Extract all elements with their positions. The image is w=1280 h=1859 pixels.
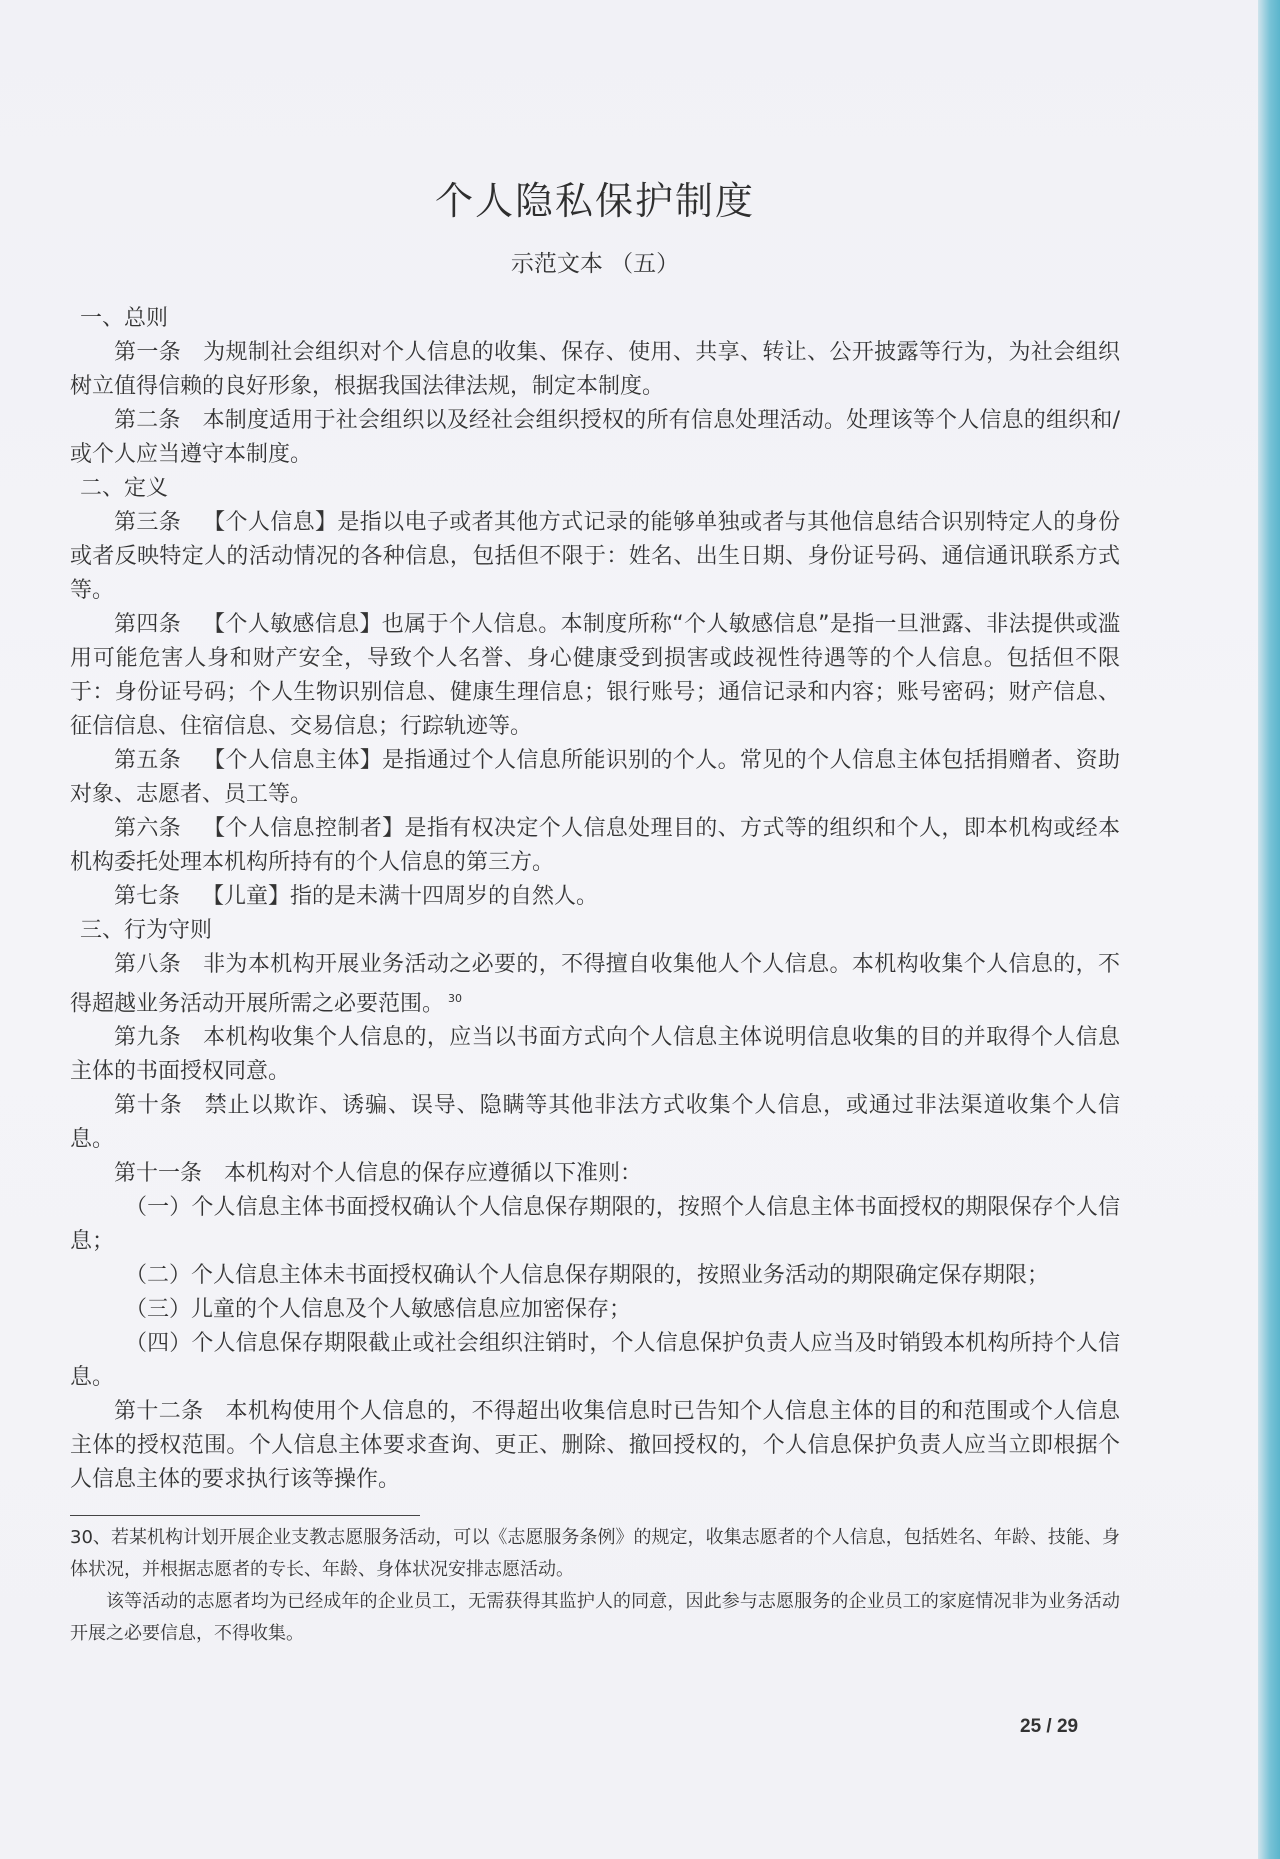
section-heading-general: 一、总则: [80, 306, 169, 331]
article-4: [70, 608, 1120, 744]
article-label: 第三条: [114, 510, 182, 535]
article-label: 第四条: [114, 612, 182, 637]
article-7: [70, 880, 1120, 914]
document-body: [70, 160, 1120, 1650]
article-text: 本制度适用于社会组织以及经社会组织授权的所有信息处理活动。处理该等个人信息的组织和/或个人应当遵守本制度。: [70, 408, 1120, 467]
article-label: 第五条: [114, 748, 182, 773]
article-2: [70, 404, 1120, 472]
article-9: [70, 1021, 1120, 1089]
document-subtitle: 示范文本 （五）: [510, 251, 680, 277]
list-item: （四）个人信息保存期限截止或社会组织注销时，个人信息保护负责人应当及时销毁本机构所持个人信息。: [70, 1331, 1120, 1391]
article-text: 【个人信息】是指以电子或者其他方式记录的能够单独或者与其他信息结合识别特定人的身份或者反映特定人的活动情况的各种信息，包括但不限于：姓名、出生日期、身份证号码、通信通讯联系方式等。: [70, 510, 1120, 603]
page-edge-strip: [1258, 0, 1280, 1859]
list-item: （三）儿童的个人信息及个人敏感信息应加密保存；: [125, 1297, 632, 1323]
page-number: 25 / 29: [1020, 1716, 1079, 1737]
section-heading-conduct: 三、行为守则: [80, 918, 213, 943]
footnote-30-continued: 该等活动的志愿者均为已经成年的企业员工，无需获得其监护人的同意，因此参与志愿服务的企业员工的家庭情况非为业务活动开展之必要信息，不得收集。: [70, 1591, 1120, 1645]
article-5: [70, 744, 1120, 812]
article-label: 第二条: [114, 408, 181, 433]
article-text: 本机构对个人信息的保存应遵循以下准则：: [224, 1161, 643, 1187]
section-heading-definitions: 二、定义: [80, 476, 169, 501]
article-text: 本机构使用个人信息的，不得超出收集信息时已告知个人信息主体的目的和范围或个人信息主体的授权范围。个人信息主体要求查询、更正、删除、撤回授权的，个人信息保护负责人应当立即根据个人信息主体的要求执行该等操作。: [70, 1399, 1120, 1493]
list-item: （一）个人信息主体书面授权确认个人信息保存期限的，按照个人信息主体书面授权的期限保存个人信息；: [70, 1195, 1120, 1255]
footnote-divider: [70, 1515, 420, 1516]
article-text: 非为本机构开展业务活动之必要的，不得擅自收集他人个人信息。本机构收集个人信息的，不得超越业务活动开展所需之必要范围。: [70, 952, 1120, 1017]
article-11: [70, 1157, 1120, 1191]
list-item: （二）个人信息主体未书面授权确认个人信息保存期限的，按照业务活动的期限确定保存期限；: [125, 1263, 1050, 1289]
article-3: [70, 506, 1120, 608]
article-text: 本机构收集个人信息的，应当以书面方式向个人信息主体说明信息收集的目的并取得个人信息主体的书面授权同意。: [70, 1025, 1120, 1085]
document-title: 个人隐私保护制度: [434, 179, 755, 223]
footnote-30: 30、若某机构计划开展企业支教志愿服务活动，可以《志愿服务条例》的规定，收集志愿者的个人信息，包括姓名、年龄、技能、身体状况，并根据志愿者的专长、年龄、身体状况安排志愿活动。: [70, 1527, 1120, 1581]
article-text: 【儿童】指的是未满十四周岁的自然人。: [202, 884, 599, 909]
article-label: 第十二条: [114, 1399, 204, 1425]
article-label: 第六条: [114, 816, 182, 841]
article-label: 第八条: [114, 952, 182, 977]
article-1: [70, 336, 1120, 404]
article-10: [70, 1089, 1120, 1157]
article-label: 第十一条: [114, 1161, 203, 1187]
article-label: 第十条: [114, 1093, 183, 1119]
article-6: [70, 812, 1120, 880]
article-label: 第九条: [114, 1025, 182, 1051]
article-text: 【个人敏感信息】也属于个人信息。本制度所称“个人敏感信息”是指一旦泄露、非法提供或滥用可能危害人身和财产安全，导致个人名誉、身心健康受到损害或歧视性待遇等的个人信息。包括但不限于：身份证号码；个人生物识别信息、健康生理信息；银行账号；通信记录和内容；账号密码；财产信息、征信信息、住宿信息、交易信息；行踪轨迹等。: [70, 612, 1120, 739]
article-text: 【个人信息控制者】是指有权决定个人信息处理目的、方式等的组织和个人，即本机构或经本机构委托处理本机构所持有的个人信息的第三方。: [70, 816, 1120, 875]
footnote-reference[interactable]: 30: [448, 992, 463, 1005]
article-label: 第七条: [114, 884, 181, 909]
article-12: [70, 1395, 1120, 1497]
article-text: 为规制社会组织对个人信息的收集、保存、使用、共享、转让、公开披露等行为，为社会组织树立值得信赖的良好形象，根据我国法律法规，制定本制度。: [70, 340, 1120, 399]
article-text: 【个人信息主体】是指通过个人信息所能识别的个人。常见的个人信息主体包括捐赠者、资助对象、志愿者、员工等。: [70, 748, 1120, 807]
article-label: 第一条: [114, 340, 182, 365]
article-8: [70, 948, 1120, 1021]
article-text: 禁止以欺诈、诱骗、误导、隐瞒等其他非法方式收集个人信息，或通过非法渠道收集个人信息。: [70, 1093, 1120, 1153]
